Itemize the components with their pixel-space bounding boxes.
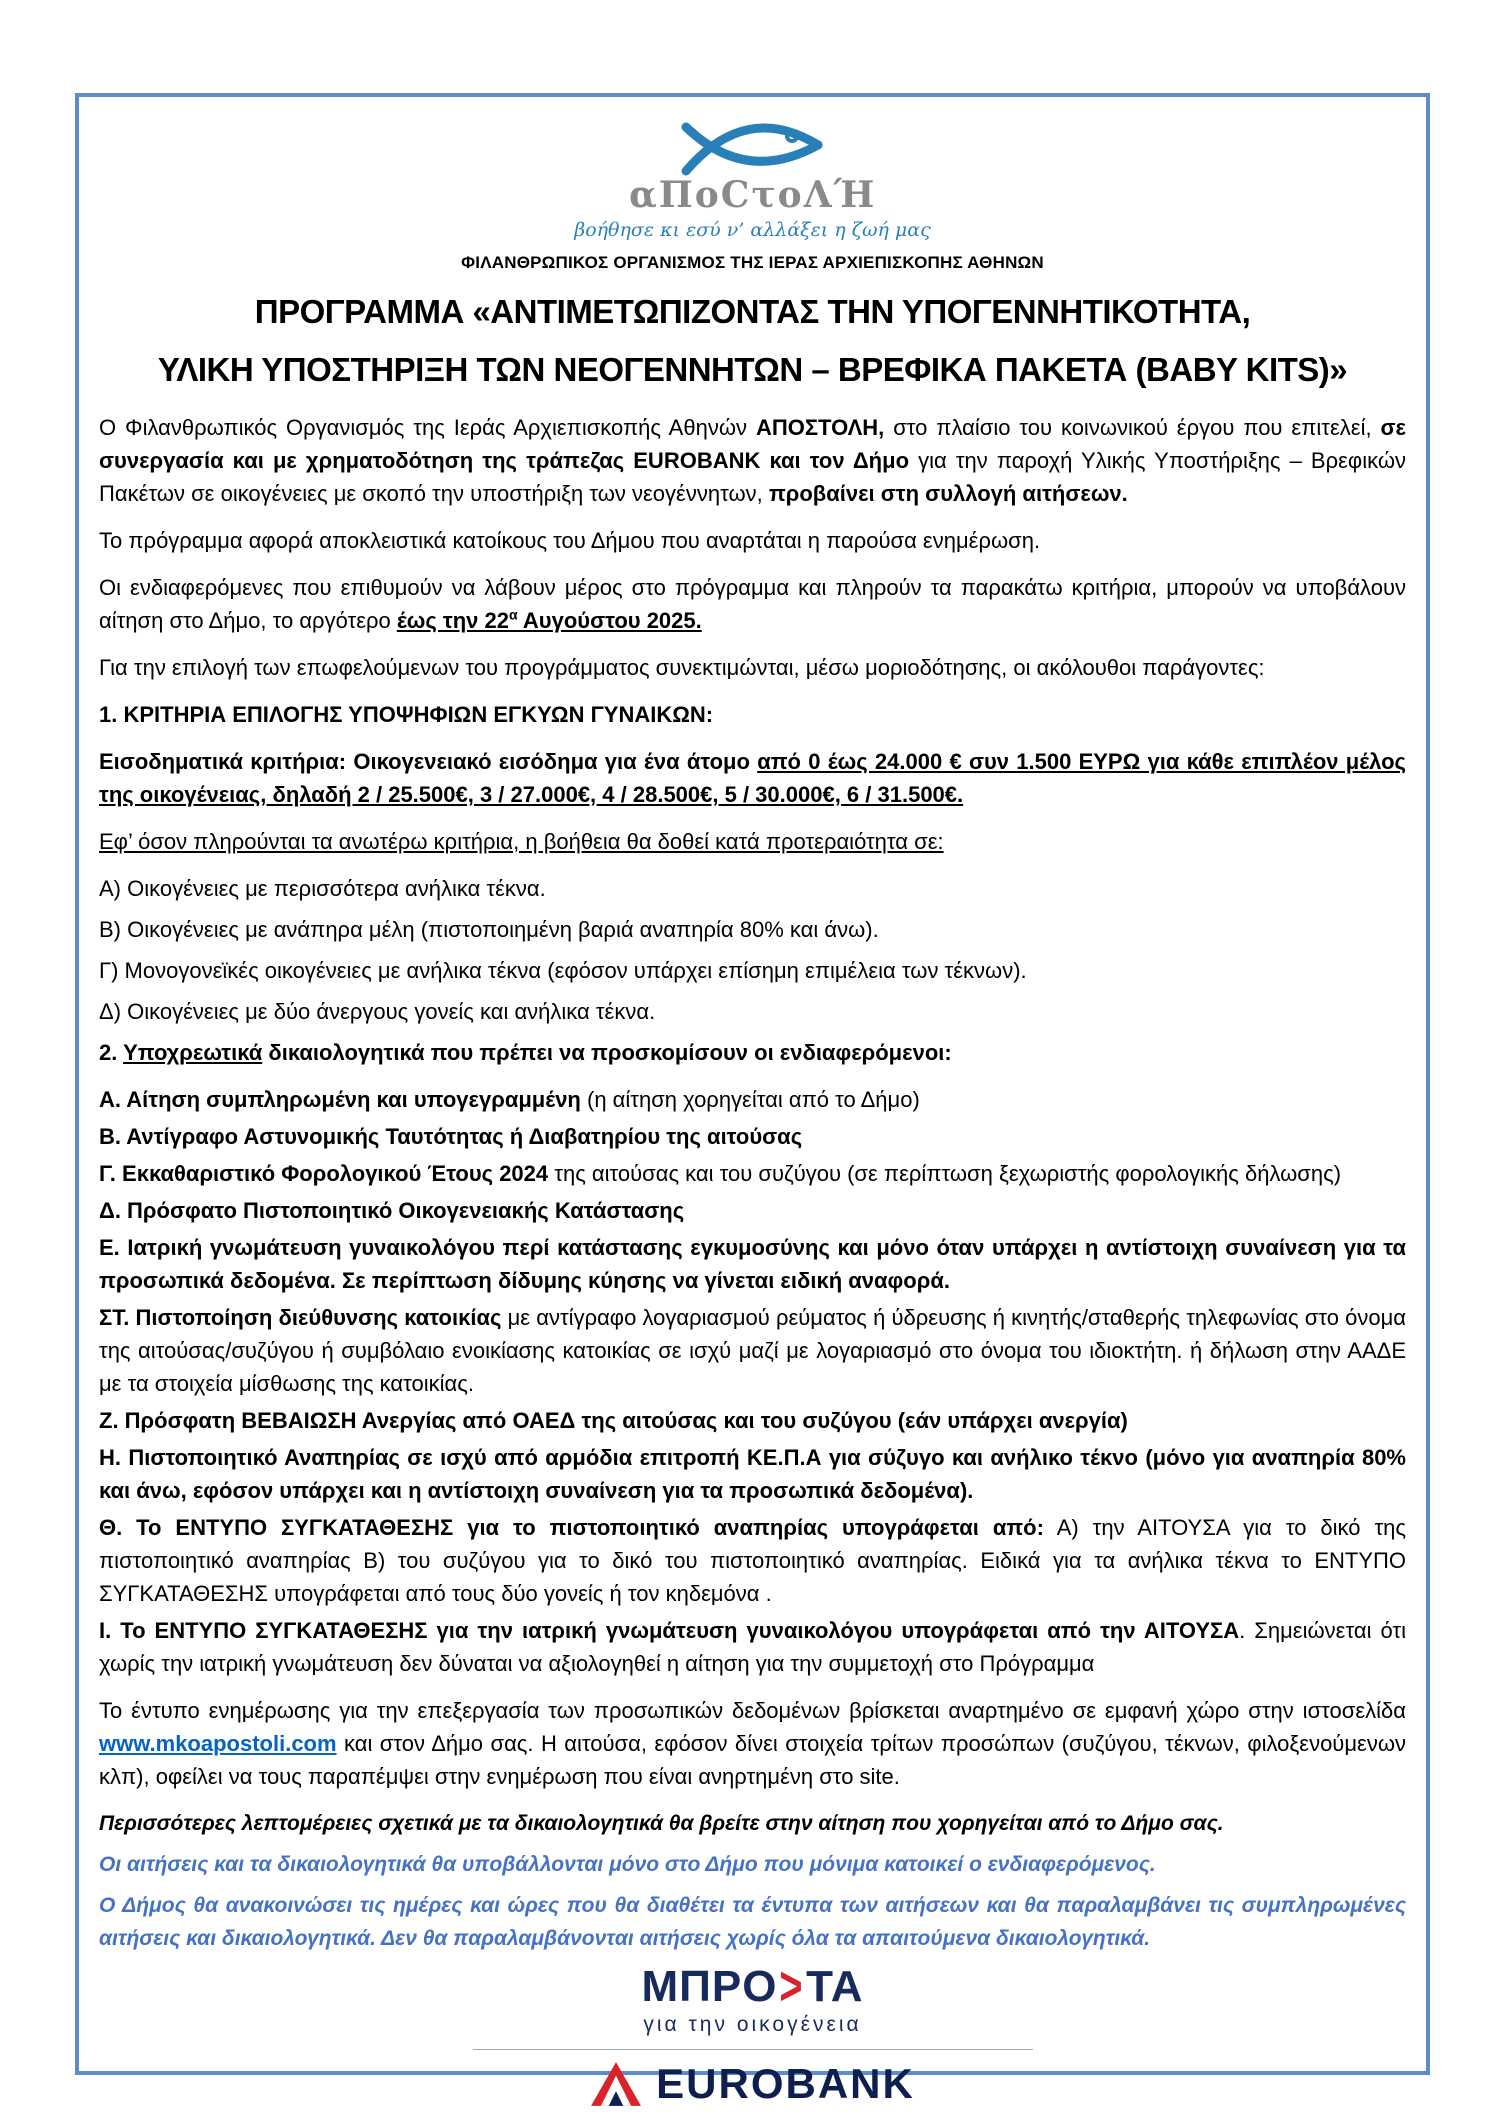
eurobank-icon <box>590 2060 642 2108</box>
program-title-line2: ΥΛΙΚΗ ΥΠΟΣΤΗΡΙΞΗ ΤΩΝ ΝΕΟΓΕΝΝΗΤΩΝ – ΒΡΕΦΙΚΑ ΠΑΚΕΤΑ (BABY KITS)» <box>157 350 1348 388</box>
footer-divider <box>473 2049 1033 2050</box>
footer-logos <box>99 1955 1406 2108</box>
brosta-chevron-icon: > <box>779 1955 804 2017</box>
priority-item-d: Δ) Οικογένειες με δύο άνεργους γονείς και ανήλικα τέκνα. <box>99 998 656 1024</box>
apostoli-tagline: βοήθησε κι εσύ ν’ αλλάξει η ζωή μας <box>574 218 931 241</box>
brosta-logo: ΜΠΡΟ>ΤΑ <box>641 1955 864 2017</box>
note-municipality: Ο Δήμος θα ανακοινώσει τις ημέρες και ώρες που θα διαθέτει τα έντυπα των αιτήσεων και θα παραλαμβάνει τις συμπληρωμένες αιτήσεις και δικαιολογητικά. Δεν θα παραλαμβάνονται αιτήσεις χωρίς όλα τα απαιτούμενα δικαιολογητικά. <box>99 1893 1406 1950</box>
fish-icon <box>668 115 838 177</box>
doc-item-a: Α. Αίτηση συμπληρωμένη και υπογεγραμμένη (η αίτηση χορηγείται από το Δήμο) <box>99 1086 920 1112</box>
doc-item-b: Β. Αντίγραφο Αστυνομικής Ταυτότητας ή Διαβατηρίου της αιτούσας <box>99 1123 803 1149</box>
doc-item-g: Γ. Εκκαθαριστικό Φορολογικού Έτους 2024 της αιτούσας και του συζύγου (σε περίπτωση ξεχωριστής φορολογικής δήλωσης) <box>99 1160 1342 1186</box>
doc-item-d: Δ. Πρόσφατο Πιστοποιητικό Οικογενειακής Κατάστασης <box>99 1197 685 1223</box>
eurobank-logo <box>99 2060 1406 2108</box>
eurobank-wordmark: EUROBANK <box>656 2059 915 2107</box>
brosta-subtitle: για την οικογένεια <box>643 2012 862 2036</box>
doc-item-st: ΣΤ. Πιστοποίηση διεύθυνσης κατοικίας με αντίγραφο λογαριασμού ρεύματος ή ύδρευσης ή κινητής/σταθερής τηλεφωνίας στο όνομα της αιτούσας/συζύγου ή συμβόλαιο ενοικίασης κατοικίας σε ισχύ μαζί με λογαριασμό στο όνομα του ιδιοκτήτη. ή δήλωση στην ΑΑΔΕ με τα στοιχεία μίσθωσης της κατοικίας. <box>99 1304 1407 1396</box>
note-details: Περισσότερες λεπτομέρειες σχετικά με τα δικαιολογητικά θα βρείτε στην αίτηση που χορηγείται από το Δήμο σας. <box>99 1811 1224 1835</box>
priority-intro: Εφ’ όσον πληρούνται τα ανωτέρω κριτήρια, η βοήθεια θα δοθεί κατά προτεραιότητα σε: <box>99 828 944 854</box>
mkoapostoli-link[interactable]: www.mkoapostoli.com <box>99 1730 337 1756</box>
page-border-frame <box>75 93 1430 2107</box>
priority-item-b: Β) Οικογένειες με ανάπηρα μέλη (πιστοποιημένη βαριά αναπηρία 80% και άνω). <box>99 916 879 942</box>
section2-heading: 2. Υποχρεωτικά δικαιολογητικά που πρέπει να προσκομίσουν οι ενδιαφερόμενοι: <box>99 1039 952 1065</box>
doc-item-z: Ζ. Πρόσφατη ΒΕΒΑΙΩΣΗ Ανεργίας από ΟΑΕΔ της αιτούσας και του συζύγου (εάν υπάρχει ανεργία) <box>99 1407 1128 1433</box>
deadline-paragraph: Οι ενδιαφερόμενες που επιθυμούν να λάβουν μέρος στο πρόγραμμα και πληρούν τα παρακάτω κριτήρια, μπορούν να υποβάλουν αίτηση στο Δήμο, το αργότερο έως την $22^\alpha$ Αυγούστου 2025. <box>99 574 1406 633</box>
doc-item-i: Ι. Το ΕΝΤΥΠΟ ΣΥΓΚΑΤΑΘΕΣΗΣ για την ιατρική γνωμάτευση γυναικολόγου υπογράφεται από την ΑΙΤΟΥΣΑ. Σημειώνεται ότι χωρίς την ιατρική γνωμάτευση δεν δύναται να αξιολογηθεί η αίτηση για την συμμετοχή στο Πρόγραμμα <box>99 1617 1407 1676</box>
section1-heading: 1. ΚΡΙΤΗΡΙΑ ΕΠΙΛΟΓΗΣ ΥΠΟΨΗΦΙΩΝ ΕΓΚΥΩΝ ΓΥΝΑΙΚΩΝ: <box>99 701 714 727</box>
priority-item-c: Γ) Μονογονεϊκές οικογένειες με ανήλικα τέκνα (εφόσον υπάρχει επίσημη επιμέλεια των τέκνων). <box>99 957 1027 983</box>
doc-item-h: Η. Πιστοποιητικό Αναπηρίας σε ισχύ από αρμόδια επιτροπή ΚΕ.Π.Α για σύζυγο και ανήλικο τέκνο (μόνο για αναπηρία 80% και άνω, εφόσον υπάρχει και η αντίστοιχη συναίνεση για τα προσωπικά δεδομένα). <box>99 1444 1406 1503</box>
intro-paragraph: Ο Φιλανθρωπικός Οργανισμός της Ιεράς Αρχιεπισκοπής Αθηνών ΑΠΟΣΤΟΛΗ, στο πλαίσιο του κοινωνικού έργου που επιτελεί, σε συνεργασία και με χρηματοδότηση της τράπεζας EUROBANK και τον Δήμο για την παροχή Υλικής Υποστήριξης – Βρεφικών Πακέτων σε οικογένειες με σκοπό την υποστήριξη των νεογέννητων, προβαίνει στη συλλογή αιτήσεων. <box>99 414 1406 506</box>
note-submission: Οι αιτήσεις και τα δικαιολογητικά θα υποβάλλονται μόνο στο Δήμο που μόνιμα κατοικεί ο ενδιαφερόμενος. <box>99 1852 1156 1876</box>
priority-item-a: Α) Οικογένειες με περισσότερα ανήλικα τέκνα. <box>99 875 546 901</box>
income-criteria-paragraph: Εισοδηματικά κριτήρια: Οικογενειακό εισόδημα για ένα άτομο από 0 έως 24.000 € συν 1.500 ΕΥΡΩ για κάθε επιπλέον μέλος της οικογένειας, δηλαδή 2 / 25.500€, 3 / 27.000€, 4 / 28.500€, 5 / 30.000€, 6 / 31.500€. <box>99 748 1406 807</box>
program-title-line1: ΠΡΟΓΡΑΜΜΑ «ΑΝΤΙΜΕΤΩΠΙΖΟΝΤΑΣ ΤΗΝ ΥΠΟΓΕΝΝΗΤΙΚΟΤΗΤΑ, <box>254 292 1251 330</box>
apostoli-logo <box>99 115 1406 241</box>
selection-paragraph: Για την επιλογή των επωφελούμενων του προγράμματος συνεκτιμώνται, μέσω μοριοδότησης, οι ακόλουθοι παράγοντες: <box>99 654 1265 680</box>
apostoli-wordmark: αΠοCτoΛΉ <box>629 174 876 216</box>
scope-paragraph: Το πρόγραμμα αφορά αποκλειστικά κατοίκους του Δήμου που αναρτάται η παρούσα ενημέρωση. <box>99 527 1041 553</box>
doc-item-e: Ε. Ιατρική γνωμάτευση γυναικολόγου περί κατάστασης εγκυμοσύνης και μόνο όταν υπάρχει η αντίστοιχη συναίνεση για τα προσωπικά δεδομένα. Σε περίπτωση δίδυμης κύησης να γίνεται ειδική αναφορά. <box>99 1234 1406 1293</box>
privacy-paragraph: Το έντυπο ενημέρωσης για την επεξεργασία των προσωπικών δεδομένων βρίσκεται αναρτημένο σε εμφανή χώρο στην ιστοσελίδα www.mkoapostoli.com και στον Δήμο σας. Η αιτούσα, εφόσον δίνει στοιχεία τρίτων προσώπων (συζύγου, τέκνων, φιλοξενούμενων κλπ), οφείλει να τους παραπέμψει στην ενημέρωση που είναι ανηρτημένη στο site. <box>99 1697 1406 1789</box>
superscript-alpha: α <box>509 606 518 623</box>
doc-item-th: Θ. Το ΕΝΤΥΠΟ ΣΥΓΚΑΤΑΘΕΣΗΣ για το πιστοποιητικό αναπηρίας υπογράφεται από: Α) την ΑΙΤΟΥΣΑ για το δικό της πιστοποιητικό αναπηρίας Β) του συζύγου για το δικό του πιστοποιητικό αναπηρίας. Ειδικά για τα ανήλικα τέκνα το ΕΝΤΥΠΟ ΣΥΓΚΑΤΑΘΕΣΗΣ υπογράφεται από τους δύο γονείς ή τον κηδεμόνα . <box>99 1514 1406 1606</box>
program-title <box>99 283 1406 399</box>
organization-line: ΦΙΛΑΝΘΡΩΠΙΚΟΣ ΟΡΓΑΝΙΣΜΟΣ ΤΗΣ ΙΕΡΑΣ ΑΡΧΙΕΠΙΣΚΟΠΗΣ ΑΘΗΝΩΝ <box>461 252 1044 272</box>
